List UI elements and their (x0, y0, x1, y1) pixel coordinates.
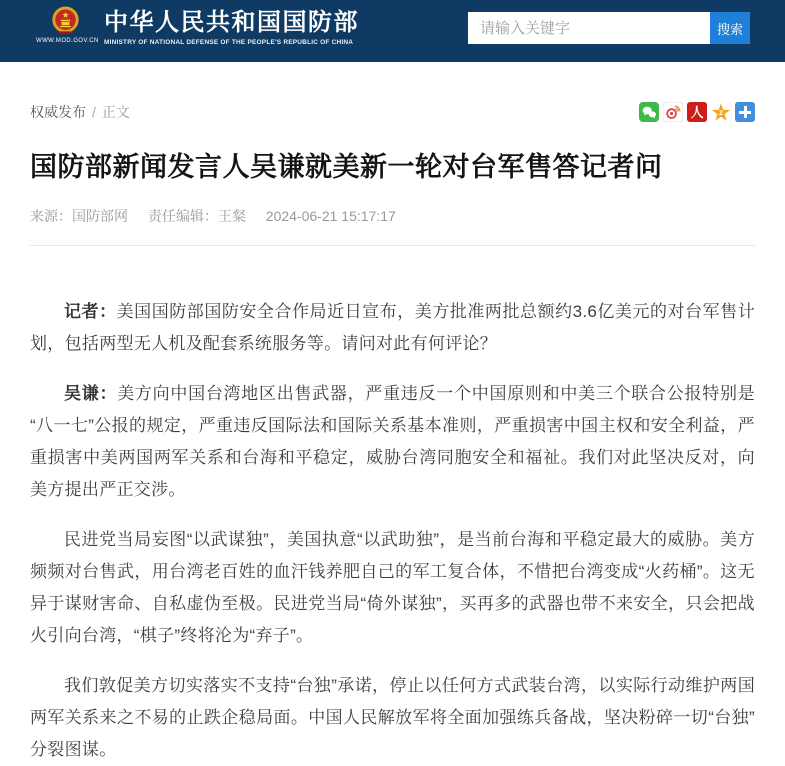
site-name: 中华人民共和国国防部 (104, 9, 359, 36)
people-daily-glyph: 人 (690, 104, 704, 120)
share-icons (639, 102, 755, 122)
national-emblem (36, 0, 99, 44)
article-paragraph (30, 524, 755, 652)
site-header (0, 0, 785, 62)
people-daily-icon[interactable] (687, 102, 707, 122)
breadcrumb (30, 102, 130, 122)
article-datetime: 2024-06-21 15:17:17 (265, 208, 396, 224)
source-value: 国防部网 (72, 208, 128, 224)
share-more-icon[interactable] (735, 102, 755, 122)
article-source (30, 208, 128, 224)
qzone-glyph: z (719, 107, 723, 117)
speaker-prefix: 吴谦： (64, 384, 118, 403)
article-meta (30, 206, 755, 226)
article-paragraph (30, 670, 755, 766)
breadcrumb-current: 正文 (101, 104, 130, 120)
national-emblem-icon (50, 5, 81, 36)
crumb-row (30, 100, 755, 124)
search-box (468, 12, 750, 44)
plus-icon (739, 106, 751, 118)
article-body (30, 246, 755, 766)
site-url: WWW.MOD.GOV.CN (36, 38, 99, 44)
article-paragraph (30, 378, 755, 506)
weibo-icon[interactable] (663, 102, 683, 122)
editor-value: 王粲 (217, 208, 246, 224)
editor-label: 责任编辑： (147, 208, 218, 224)
speaker-prefix: 记者： (64, 302, 117, 321)
search-button[interactable]: 搜索 (710, 12, 750, 44)
article-paragraph (30, 296, 755, 360)
breadcrumb-separator: / (92, 104, 96, 120)
paragraph-text: 美国国防部国防安全合作局近日宣布，美方批准两批总额约3.6亿美元的对台军售计划，包括两型无人机及配套系统服务等。请问对此有何评论？ (30, 302, 756, 353)
article-page (0, 100, 785, 766)
search-input[interactable] (468, 12, 710, 44)
site-subtitle: MINISTRY OF NATIONAL DEFENSE OF THE PEOPLE'S REPUBLIC OF CHINA (104, 39, 354, 46)
brand-text (104, 0, 359, 46)
breadcrumb-section-link[interactable]: 权威发布 (30, 104, 86, 120)
article-editor (148, 208, 246, 224)
paragraph-text: 我们敦促美方切实落实不支持“台独”承诺，停止以任何方式武装台湾，以实际行动维护两国两军关系来之不易的止跌企稳局面。中国人民解放军将全面加强练兵备战，坚决粉碎一切“台独”分裂图谋。 (30, 676, 755, 759)
article-title: 国防部新闻发言人吴谦就美新一轮对台军售答记者问 (30, 152, 663, 182)
paragraph-text: 美方向中国台湾地区出售武器，严重违反一个中国原则和中美三个联合公报特别是“八一七”公报的规定，严重违反国际法和国际关系基本准则，严重损害中国主权和安全利益，严重损害中美两国两军关系和台海和平稳定，威胁台湾同胞安全和福祉。我们对此坚决反对，向美方提出严正交涉。 (30, 384, 755, 499)
source-label: 来源： (30, 208, 72, 224)
qzone-icon[interactable] (711, 102, 731, 122)
site-brand[interactable] (36, 0, 359, 46)
wechat-icon[interactable] (639, 102, 659, 122)
paragraph-text: 民进党当局妄图“以武谋独”，美国执意“以武助独”，是当前台海和平稳定最大的威胁。美方频频对台售武，用台湾老百姓的血汗钱养肥自己的军工复合体，不惜把台湾变成“火药桶”。这无异于谋财害命、自私虚伪至极。民进党当局“倚外谋独”，买再多的武器也带不来安全，只会把战火引向台湾，“棋子”终将沦为“弃子”。 (30, 530, 755, 645)
